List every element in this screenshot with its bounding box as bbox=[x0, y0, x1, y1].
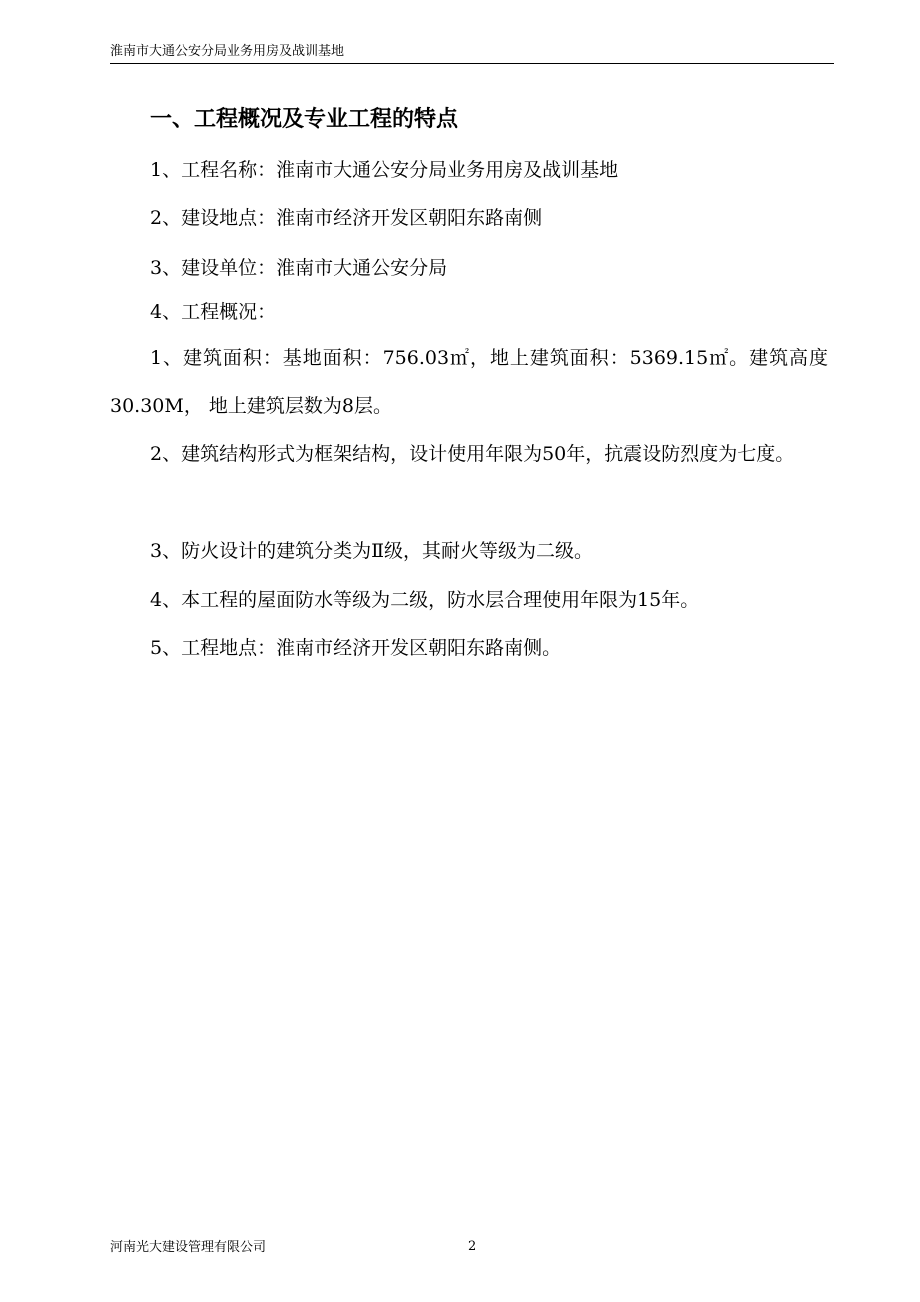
paragraph-project-location: 5、工程地点：淮南市经济开发区朝阳东路南侧。 bbox=[150, 637, 562, 659]
paragraph-construction-unit: 3、建设单位：淮南市大通公安分局 bbox=[150, 257, 448, 279]
paragraph-building-area: 1、建筑面积：基地面积：756.03㎡，地上建筑面积：5369.15㎡。建筑高度30.30M， 地上建筑层数为8层。 bbox=[110, 347, 828, 417]
paragraph-construction-site: 2、建设地点：淮南市经济开发区朝阳东路南侧 bbox=[150, 207, 543, 229]
paragraph-project-overview: 4、工程概况： bbox=[150, 301, 277, 323]
page-header-title: 淮南市大通公安分局业务用房及战训基地 bbox=[110, 44, 345, 59]
paragraph-structure-form: 2、建筑结构形式为框架结构，设计使用年限为50年，抗震设防烈度为七度。 bbox=[150, 443, 795, 465]
paragraph-waterproofing: 4、本工程的屋面防水等级为二级，防水层合理使用年限为15年。 bbox=[150, 589, 700, 611]
section-heading: 一、工程概况及专业工程的特点 bbox=[150, 106, 459, 132]
paragraph-project-name: 1、工程名称：淮南市大通公安分局业务用房及战训基地 bbox=[150, 159, 619, 181]
header-divider bbox=[110, 63, 834, 64]
paragraph-fire-design: 3、防火设计的建筑分类为Ⅱ级，其耐火等级为二级。 bbox=[150, 540, 594, 562]
page-number: 2 bbox=[468, 1239, 477, 1254]
footer-company-name: 河南光大建设管理有限公司 bbox=[110, 1240, 267, 1255]
